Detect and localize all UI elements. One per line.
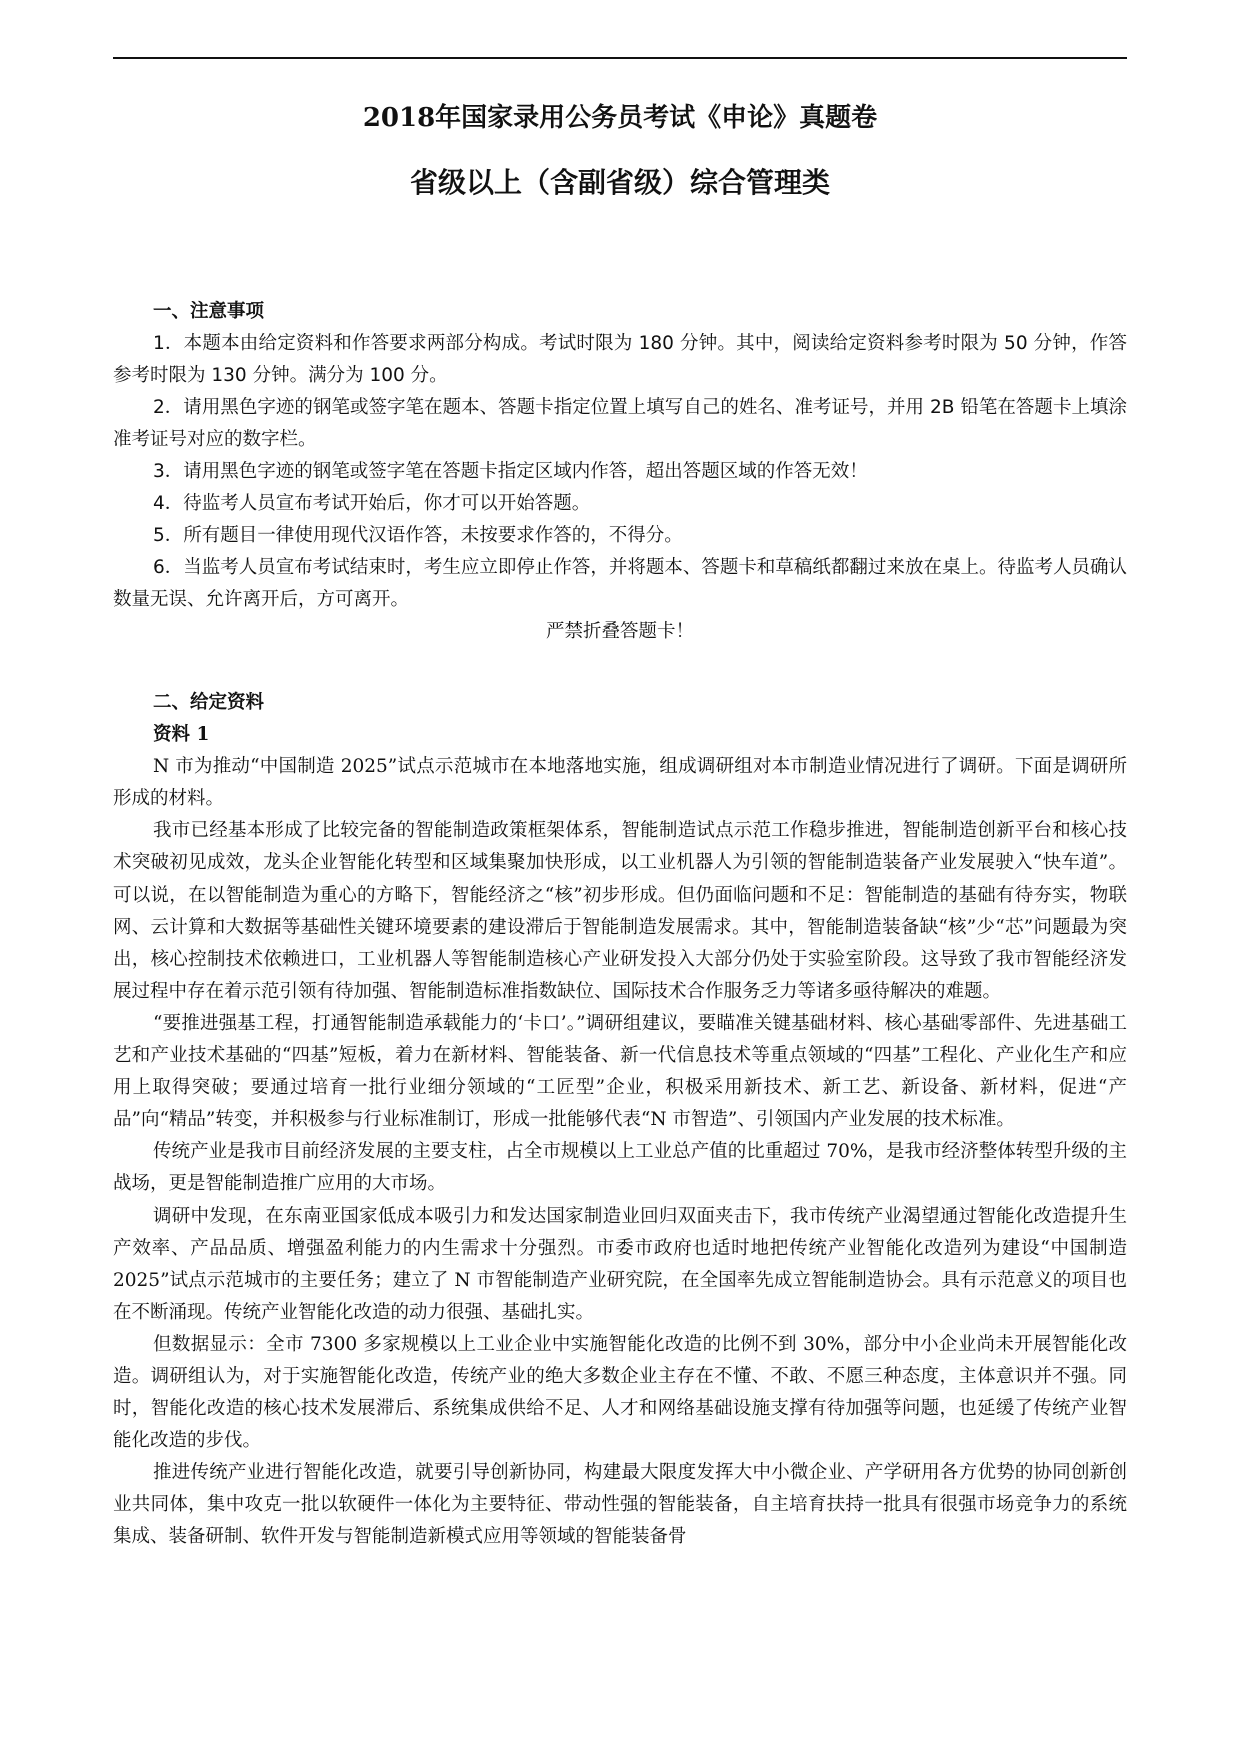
- notice-item: 3．请用黑色字迹的钢笔或签字笔在答题卡指定区域内作答，超出答题区域的作答无效！: [153, 461, 868, 482]
- notice-item: 5．所有题目一律使用现代汉语作答，未按要求作答的，不得分。: [153, 525, 683, 546]
- document-subtitle: 省级以上（含副省级）综合管理类: [409, 166, 830, 199]
- material-paragraph: 传统产业是我市目前经济发展的主要支柱，占全市规模以上工业总产值的比重超过 70%，是我市经济整体转型升级的主战场，更是智能制造推广应用的大市场。: [113, 1141, 1127, 1195]
- notice-heading: 一、注意事项: [153, 301, 265, 322]
- material-paragraph: 我市已经基本形成了比较完备的智能制造政策框架体系，智能制造试点示范工作稳步推进，智能制造创新平台和核心技术突破初见成效，龙头企业智能化转型和区域集聚加快形成，以工业机器人为引领的智能制造装备产业发展驶入“快车道”。可以说，在以智能制造为重心的方略下，智能经济之“核”初步形成。但仍面临问题和不足：智能制造的基础有待夯实，物联网、云计算和大数据等基础性关键环境要素的建设滞后于智能制造发展需求。其中，智能制造装备缺“核”少“芯”问题最为突出，核心控制技术依赖进口，工业机器人等智能制造核心产业研发投入大部分仍处于实验室阶段。这导致了我市智能经济发展过程中存在着示范引领有待加强、智能制造标准指数缺位、国际技术合作服务乏力等诸多亟待解决的难题。: [113, 820, 1127, 1002]
- document-page: [113, 0, 1127, 1754]
- material-paragraph: 推进传统产业进行智能化改造，就要引导创新协同，构建最大限度发挥大中小微企业、产学研用各方优势的协同创新创业共同体，集中攻克一批以软硬件一体化为主要特征、带动性强的智能装备，自主培育扶持一批具有很强市场竞争力的系统集成、装备研制、软件开发与智能制造新模式应用等领域的智能装备骨: [113, 1462, 1127, 1548]
- notice-item: 2．请用黑色字迹的钢笔或签字笔在题本、答题卡指定位置上填写自己的姓名、准考证号，并用 2B 铅笔在答题卡上填涂准考证号对应的数字栏。: [113, 397, 1127, 450]
- material-1-heading: 资料 1: [153, 724, 210, 746]
- document-title: 2018年国家录用公务员考试《申论》真题卷: [362, 103, 878, 133]
- header-rule: [113, 57, 1127, 59]
- fold-warning: 严禁折叠答题卡！: [545, 621, 694, 642]
- notice-item: 6．当监考人员宣布考试结束时，考生应立即停止作答，并将题本、答题卡和草稿纸都翻过来放在桌上。待监考人员确认数量无误、允许离开后，方可离开。: [113, 557, 1127, 610]
- material-paragraph: “要推进强基工程，打通智能制造承载能力的‘卡口’。”调研组建议，要瞄准关键基础材料、核心基础零部件、先进基础工艺和产业技术基础的“四基”短板，着力在新材料、智能装备、新一代信息技术等重点领域的“四基”工程化、产业化生产和应用上取得突破；要通过培育一批行业细分领域的“工匠型”企业，积极采用新技术、新工艺、新设备、新材料，促进“产品”向“精品”转变，并积极参与行业标准制订，形成一批能够代表“N 市智造”、引领国内产业发展的技术标准。: [113, 1012, 1127, 1131]
- notice-item: 1．本题本由给定资料和作答要求两部分构成。考试时限为 180 分钟。其中，阅读给定资料参考时限为 50 分钟，作答参考时限为 130 分钟。满分为 100 分。: [113, 333, 1127, 386]
- material-paragraph: 调研中发现，在东南亚国家低成本吸引力和发达国家制造业回归双面夹击下，我市传统产业渴望通过智能化改造提升生产效率、产品品质、增强盈利能力的内生需求十分强烈。市委市政府也适时地把传统产业智能化改造列为建设“中国制造 2025”试点示范城市的主要任务；建立了 N 市智能制造产业研究院，在全国率先成立智能制造协会。具有示范意义的项目也在不断涌现。传统产业智能化改造的动力很强、基础扎实。: [113, 1205, 1127, 1323]
- materials-heading: 二、给定资料: [153, 692, 265, 713]
- material-paragraph: 但数据显示：全市 7300 多家规模以上工业企业中实施智能化改造的比例不到 30%，部分中小企业尚未开展智能化改造。调研组认为，对于实施智能化改造，传统产业的绝大多数企业主存在不懂、不敢、不愿三种态度，主体意识并不强。同时，智能化改造的核心技术发展滞后、系统集成供给不足、人才和网络基础设施支撑有待加强等问题，也延缓了传统产业智能化改造的步伐。: [113, 1333, 1127, 1452]
- notice-item: 4．待监考人员宣布考试开始后，你才可以开始答题。: [153, 493, 591, 514]
- material-paragraph: N 市为推动“中国制造 2025”试点示范城市在本地落地实施，组成调研组对本市制造业情况进行了调研。下面是调研所形成的材料。: [113, 756, 1127, 810]
- notice-section: [113, 296, 1127, 648]
- materials-section: [113, 687, 1127, 1554]
